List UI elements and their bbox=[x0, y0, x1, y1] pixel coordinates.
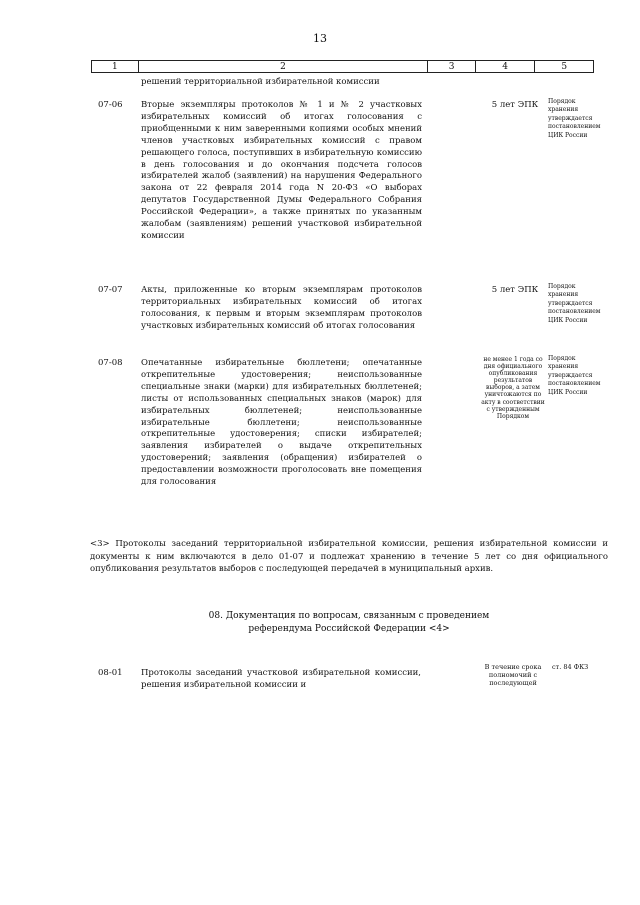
section-heading-line-1: 08. Документация по вопросам, связанным с проведением bbox=[208, 611, 490, 621]
section-heading bbox=[90, 610, 608, 636]
row-note: Порядок хранения утверждается постановлением ЦИК России bbox=[548, 283, 601, 324]
row-note: Порядок хранения утверждается постановлением ЦИК России bbox=[548, 98, 601, 139]
column-header-table bbox=[91, 60, 594, 73]
row-retention-term: В течение срока полномочий с последующей bbox=[484, 663, 542, 687]
column-header-3: 3 bbox=[428, 61, 476, 73]
row-retention-term: 5 лет ЭПК bbox=[491, 100, 539, 110]
row-code: 08-01 bbox=[98, 668, 123, 678]
row-code: 07-06 bbox=[98, 100, 123, 110]
footnote-3: <3> Протоколы заседаний территориальной избирательной комиссии, решения избирательной комиссии и документы к ним включаются в дело 01-07 и подлежат хранению в течение 5 лет со дня официального опубликования результатов выборов с последующей передачей в муниципальный архив. bbox=[90, 539, 608, 574]
row-description: Опечатанные избирательные бюллетени; опечатанные открепительные удостоверения; неиспользованные специальные знаки (марки) для избирательных бюллетеней; листы от использованных специальных знаков (марок) для избирательных бюллетеней; неиспользованные избирательные бюллетени; неиспользованные открепительные удостоверения; списки избирателей; заявления избирателей о выдаче открепительных удостоверений; заявления (обращения) избирателей о предоставлении возможности проголосовать вне помещения для голосования bbox=[141, 358, 422, 488]
row-code: 07-08 bbox=[98, 358, 123, 368]
row-note: Порядок хранения утверждается постановлением ЦИК России bbox=[548, 355, 601, 396]
row-retention-term: не менее 1 года со дня официального опубликования результатов выборов, а затем уничтожаются по акту в соответствии с утвержденным Порядком bbox=[481, 356, 545, 420]
section-heading-line-2: референдума Российской Федерации <4> bbox=[248, 624, 450, 634]
continuation-text: решений территориальной избирательной комиссии bbox=[141, 77, 380, 87]
row-retention-term: 5 лет ЭПК bbox=[491, 285, 539, 295]
column-header-4: 4 bbox=[475, 61, 535, 73]
column-header-5: 5 bbox=[535, 61, 594, 73]
column-header-1: 1 bbox=[92, 61, 139, 73]
row-description: Протоколы заседаний участковой избирательной комиссии, решения избирательной комиссии и bbox=[141, 668, 421, 690]
column-header-2: 2 bbox=[138, 61, 428, 73]
row-description: Вторые экземпляры протоколов № 1 и № 2 участковых избирательных комиссий об итогах голосования с приобщенными к ним заверенными копиями особых мнений членов участковых избирательных комиссий с правом решающего голоса, поступивших в избирательную комиссию в день голосования и до окончания подсчета голосов избирателей жалоб (заявлений) на нарушения Федерального закона от 22 февраля 2014 года N 20-ФЗ «О выборах депутатов Государственной Думы Федерального Собрания Российской Федерации», а также принятых по указанным жалобам (заявлениям) решений участковой избирательной комиссии bbox=[141, 100, 422, 241]
row-note: ст. 84 ФКЗ bbox=[552, 663, 589, 671]
page-number: 13 bbox=[313, 32, 327, 45]
row-code: 07-07 bbox=[98, 285, 123, 295]
row-description: Акты, приложенные ко вторым экземплярам протоколов территориальных избирательных комиссий об итогах голосования, к первым и вторым экземплярам протоколов участковых избирательных комиссий об итогах голосования bbox=[141, 285, 422, 331]
